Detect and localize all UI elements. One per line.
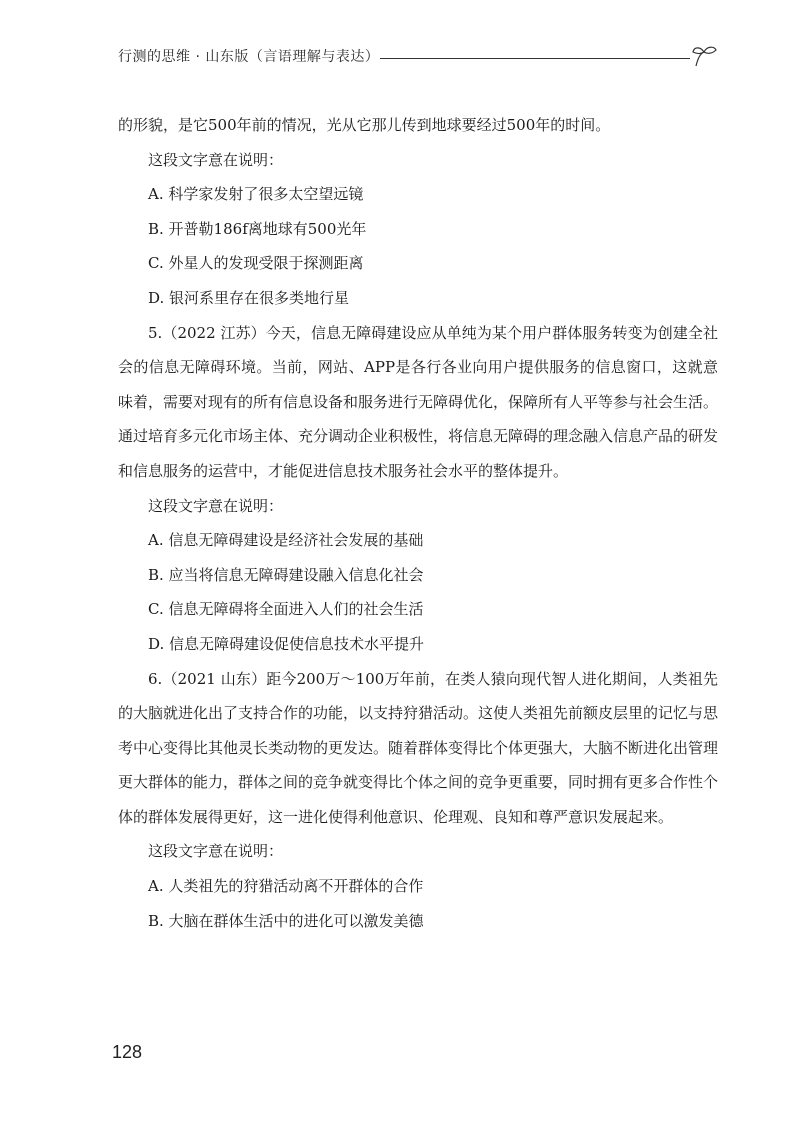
header-title: 行测的思维 · 山东版（言语理解与表达）	[118, 49, 380, 65]
q5-option-a: A. 信息无障碍建设是经济社会发展的基础	[148, 531, 424, 550]
q6-question-text: 6.（2021 山东）距今200万～100万年前，在类人猿向现代智人进化期间，人类祖先的大脑就进化出了支持合作的功能，以支持狩猎活动。这使人类祖先前额皮层里的记忆与思考中心变得比其他灵长类动物的更发达。随着群体变得比个体更强大，大脑不断进化出管理更大群体的能力，群体之间的竞争就变得比个体之间的竞争更重要，同时拥有更多合作性个体的群体发展得更好，这一进化使得利他意识、伦理观、良知和尊严意识发展起来。	[118, 669, 719, 826]
running-header	[118, 44, 718, 74]
q5-question-text: 5.（2022 江苏）今天，信息无障碍建设应从单纯为某个用户群体服务转变为创建全社会的信息无障碍环境。当前，网站、APP是各行各业向用户提供服务的信息窗口，这就意味着，需要对现有的所有信息设备和服务进行无障碍优化，保障所有人平等参与社会生活。通过培育多元化市场主体、充分调动企业积极性，将信息无障碍的理念融入信息产品的研发和信息服务的运营中，才能促进信息技术服务社会水平的整体提升。	[118, 323, 719, 480]
sprout-icon	[690, 44, 718, 70]
q4-option-d: D. 银河系里存在很多类地行星	[148, 288, 350, 307]
q5-prompt: 这段文字意在说明：	[148, 496, 284, 515]
q5-option-d: D. 信息无障碍建设促使信息技术水平提升	[148, 634, 425, 653]
page-content	[118, 108, 718, 938]
q6-option-a: A. 人类祖先的狩猎活动离不开群体的合作	[148, 877, 424, 896]
page-number: 128	[112, 1042, 143, 1062]
q6-prompt: 这段文字意在说明：	[148, 842, 284, 861]
q4-prompt: 这段文字意在说明：	[148, 150, 284, 169]
q4-option-c: C. 外星人的发现受限于探测距离	[148, 254, 364, 273]
header-rule	[380, 58, 690, 59]
q4-option-b: B. 开普勒186f离地球有500光年	[148, 219, 367, 238]
intro-line: 的形貌，是它500年前的情况，光从它那儿传到地球要经过500年的时间。	[118, 116, 611, 134]
q6-option-b: B. 大脑在群体生活中的进化可以激发美德	[148, 911, 424, 930]
q5-option-b: B. 应当将信息无障碍建设融入信息化社会	[148, 565, 424, 584]
q5-option-c: C. 信息无障碍将全面进入人们的社会生活	[148, 600, 424, 619]
q4-option-a: A. 科学家发射了很多太空望远镜	[148, 185, 364, 204]
